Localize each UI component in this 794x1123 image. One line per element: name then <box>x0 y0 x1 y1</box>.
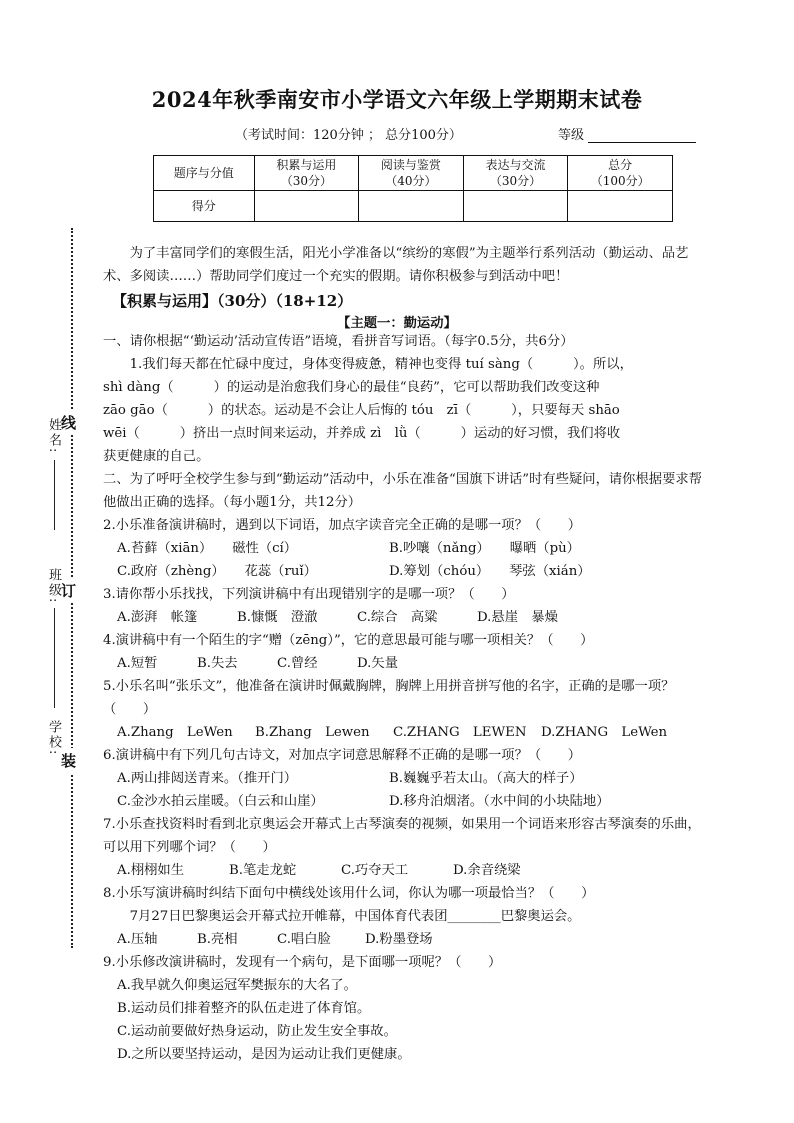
option[interactable]: B.慷慨 澄澈 <box>237 610 318 625</box>
option[interactable]: D.筹划（chóu） 琴弦（xián） <box>389 564 591 579</box>
option[interactable]: D.ZHANG LeWen <box>541 725 668 740</box>
option[interactable]: A.栩栩如生 <box>117 863 185 878</box>
section-heading: 【积累与运用】（30分）（18+12） <box>112 292 353 310</box>
school-label: 学校: <box>46 720 61 757</box>
option-row <box>103 928 711 951</box>
score-table <box>153 155 673 222</box>
question-stem: 2.小乐准备演讲稿时，遇到以下词语，加点字读音完全正确的是哪一项？（ ） <box>103 518 582 533</box>
question-stem: 5.小乐名叫“张乐文”，他准备在演讲时佩戴胸牌，胸牌上用拼音拼写他的名字，正确的是哪一项？（ ） <box>103 679 675 717</box>
score-header-cell: 阅读与鉴赏 （40分） <box>359 156 464 191</box>
name-label: 姓名: <box>46 418 61 455</box>
grade-blank[interactable] <box>588 128 696 143</box>
questions-body <box>103 330 711 1066</box>
q1-line: wēi（ ）挤出一点时间来运动，并养成 zì lǜ（ ）运动的好习惯，我们将收 <box>103 426 621 441</box>
question-stem: 4.演讲稿中有一个陌生的字“赠（zēng）”，它的意思最可能与哪一项相关？（ ） <box>103 633 594 648</box>
option[interactable]: C.唱白脸 <box>277 932 331 947</box>
option[interactable]: D.粉墨登场 <box>365 932 433 947</box>
option[interactable]: A.苔藓（xiān） 磁性（cí） <box>117 541 298 556</box>
q2-title: 二、为了呼吁全校学生参与到“勤运动”活动中，小乐在准备“国旗下讲话”时有些疑问，请你根据要求帮他做出正确的选择。（每小题1分，共12分） <box>103 472 702 510</box>
grade-field <box>558 124 696 143</box>
question-sub: 7月27日巴黎奥运会开幕式拉开帷幕，中国体育代表团________巴黎奥运会。 <box>129 909 581 924</box>
option[interactable]: A.Zhang LeWen <box>117 725 233 740</box>
score-cell[interactable] <box>254 191 359 222</box>
grade-label: 等级 <box>558 128 585 143</box>
option[interactable]: C.巧夺天工 <box>341 863 409 878</box>
option[interactable]: C.金沙水拍云崖暖。（白云和山崖） <box>117 794 324 809</box>
q1-line: shì dàng（ ）的运动是治愈我们身心的最佳“良药”，它可以帮助我们改变这种 <box>103 380 600 395</box>
option[interactable]: C.ZHANG LEWEN <box>393 725 527 740</box>
score-header-cell: 积累与运用 （30分） <box>254 156 359 191</box>
intro-paragraph: 为了丰富同学们的寒假生活，阳光小学准备以“缤纷的寒假”为主题举行系列活动（勤运动、品艺术、多阅读……）帮助同学们度过一个充实的假期。请你积极参与到活动中吧！ <box>103 246 689 284</box>
option-row <box>103 537 711 560</box>
option[interactable]: A.压轴 <box>117 932 158 947</box>
score-header-0: 题序与分值 <box>173 166 234 180</box>
binding-margin <box>38 228 98 948</box>
option[interactable]: D.矢量 <box>357 656 399 671</box>
option[interactable]: B.巍巍乎若太山。（高大的样子） <box>389 771 583 786</box>
q1-line: zāo gāo（ ）的状态。运动是不会让人后悔的 tóu zī（ ），只要每天 shāo <box>103 403 620 418</box>
option-row <box>103 606 711 629</box>
option-line[interactable]: C.运动前要做好热身运动，防止发生安全事故。 <box>117 1024 397 1039</box>
score-table-header <box>154 156 673 191</box>
option[interactable]: D.余音绕梁 <box>453 863 521 878</box>
score-table-row <box>154 191 673 222</box>
question-stem: 6.演讲稿中有下列几句古诗文，对加点字词意思解释不正确的是哪一项？（ ） <box>103 748 582 763</box>
option[interactable]: B.吵嚷（nǎng） 曝晒（pù） <box>389 541 580 556</box>
q1-title: 一、请你根据“‘勤运动’活动宣传语”语境，看拼音写词语。（每字0.5分，共6分） <box>103 334 574 349</box>
option[interactable]: B.Zhang Lewen <box>255 725 370 740</box>
score-header-cell: 表达与交流 （30分） <box>463 156 568 191</box>
option-row <box>103 767 711 790</box>
option[interactable]: A.澎湃 帐篷 <box>117 610 198 625</box>
score-cell[interactable] <box>463 191 568 222</box>
option[interactable]: B.失去 <box>197 656 238 671</box>
binding-mark-line: 线 <box>61 410 76 435</box>
option-row <box>103 652 711 675</box>
school-blank[interactable] <box>54 648 55 708</box>
score-header-cell <box>154 156 255 191</box>
score-cell[interactable] <box>568 191 673 222</box>
q1-line: 获更健康的自己。 <box>103 449 210 464</box>
exam-time-info: （考试时间：120分钟 ； 总分100分） <box>235 128 462 143</box>
score-cell[interactable] <box>359 191 464 222</box>
option[interactable]: A.两山排闼送青来。（推开门） <box>117 771 298 786</box>
option[interactable]: D.移舟泊烟渚。（水中间的小块陆地） <box>389 794 610 809</box>
theme-heading: 【主题一：勤运动】 <box>337 316 457 331</box>
option-row <box>103 560 711 583</box>
binding-mark-staple: 订 <box>61 578 76 603</box>
option[interactable]: D.悬崖 暴燥 <box>477 610 558 625</box>
name-blank[interactable] <box>54 460 55 530</box>
question-stem: 3.请你帮小乐找找，下列演讲稿中有出现错别字的是哪一项？（ ） <box>103 587 515 602</box>
option-line[interactable]: A.我早就久仰奥运冠军樊振东的大名了。 <box>117 978 357 993</box>
score-header-cell: 总分 （100分） <box>568 156 673 191</box>
option-row <box>103 790 711 813</box>
option[interactable]: C.综合 高粱 <box>357 610 438 625</box>
exam-title: 2024年秋季南安市小学语文六年级上学期期末试卷 <box>151 87 643 112</box>
option-line[interactable]: D.之所以要坚持运动，是因为运动让我们更健康。 <box>117 1047 411 1062</box>
option-row <box>103 721 711 744</box>
question-stem: 8.小乐写演讲稿时纠结下面句中横线处该用什么词，你认为哪一项最恰当？（ ） <box>103 886 595 901</box>
question-stem: 7.小乐查找资料时看到北京奥运会开幕式上古琴演奏的视频，如果用一个词语来形容古琴演奏的乐曲，可以用下列哪个词？（ ） <box>103 817 701 855</box>
option-row <box>103 859 711 882</box>
question-stem: 9.小乐修改演讲稿时，发现有一个病句，是下面哪一项呢？（ ） <box>103 955 502 970</box>
score-row-label: 得分 <box>154 191 255 222</box>
option[interactable]: C.政府（zhèng） 花蕊（ruǐ） <box>117 564 317 579</box>
option[interactable]: B.亮相 <box>197 932 238 947</box>
option[interactable]: B.笔走龙蛇 <box>229 863 297 878</box>
binding-mark-bind: 装 <box>61 748 76 773</box>
option-line[interactable]: B.运动员们排着整齐的队伍走进了体育馆。 <box>117 1001 371 1016</box>
class-label: 班级: <box>46 568 61 605</box>
option[interactable]: A.短暂 <box>117 656 158 671</box>
option[interactable]: C.曾经 <box>277 656 318 671</box>
q1-line: 1.我们每天都在忙碌中度过，身体变得疲惫，精神也变得 tuí sàng（ ）。所以， <box>129 357 633 372</box>
